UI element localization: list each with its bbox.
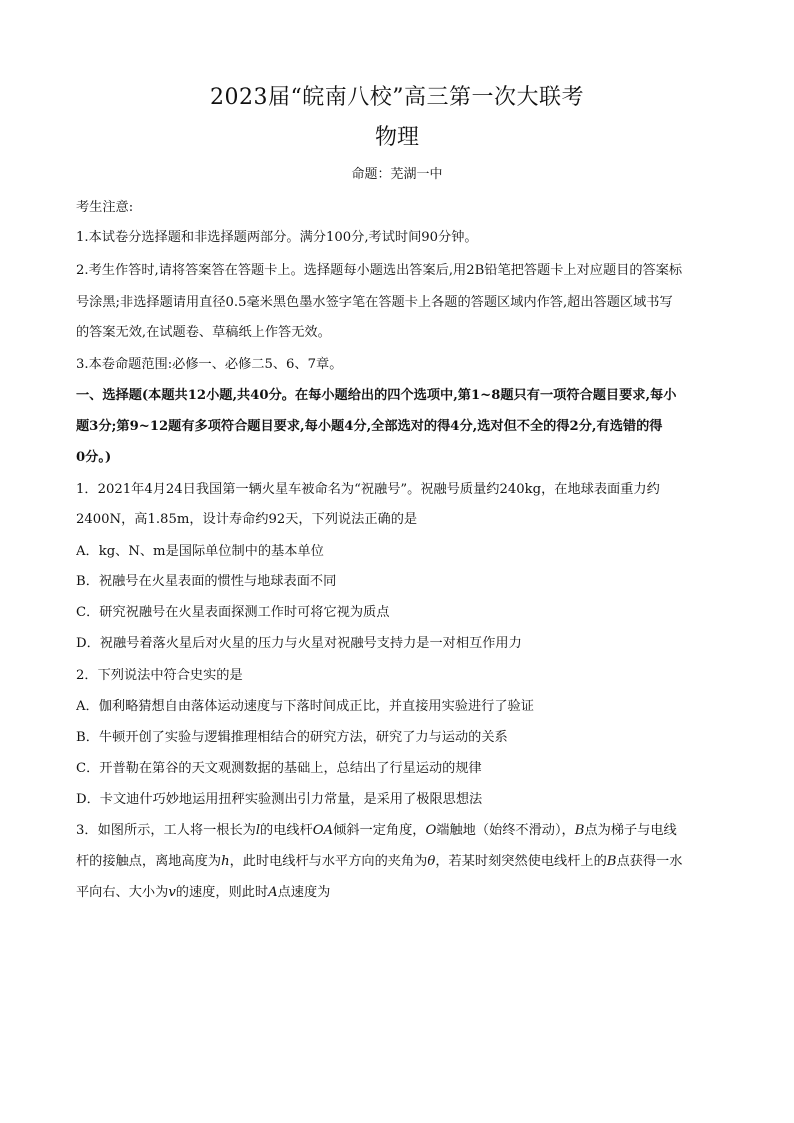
q3-text: 的速度，则此时 — [175, 885, 269, 900]
q3-var-b: B — [606, 854, 617, 869]
author-line: 命题：芜湖一中 — [351, 167, 443, 182]
q1-option-d: D．祝融号着落火星后对火星的压力与火星对祝融号支持力是一对相互作用力 — [76, 636, 522, 651]
section-instructions-line-1: 一、选择题(本题共12小题,共40分。在每小题给出的四个选项中,第1~8题只有一项符合题目要求,每小 — [76, 388, 677, 403]
q3-stem-line-3 — [76, 884, 726, 902]
q3-var-theta: θ — [427, 854, 436, 869]
notice-item-2-line-2: 号涂黑;非选择题请用直径0.5毫米黑色墨水签字笔在答题卡上各题的答题区域内作答,超出答题区域书写 — [76, 295, 673, 310]
q3-var-l: l — [255, 823, 261, 838]
q3-stem-line-2 — [76, 853, 726, 871]
notice-item-1: 1.本试卷分选择题和非选择题两部分。满分100分,考试时间90分钟。 — [76, 230, 478, 245]
q3-text: ，此时电线杆与水平方向的夹角为 — [229, 854, 428, 869]
q3-text: 端触地（始终不滑动）， — [436, 823, 575, 838]
q3-text: 点速度为 — [277, 885, 331, 900]
q3-text: 3．如图所示，工人将一根长为 — [76, 823, 256, 838]
q1-option-c: C．研究祝融号在火星表面探测工作时可将它视为质点 — [76, 605, 390, 620]
q3-text: 倾斜一定角度， — [333, 823, 426, 838]
q3-var-oa: OA — [312, 823, 334, 838]
q3-var-h: h — [221, 854, 230, 869]
q3-var-v: v — [168, 885, 176, 900]
q3-text: 杆的接触点，离地高度为 — [76, 854, 222, 869]
q3-var-b: B — [574, 823, 585, 838]
notice-item-2-line-3: 的答案无效,在试题卷、草稿纸上作答无效。 — [76, 325, 331, 340]
q2-option-a: A．伽利略猜想自由落体运动速度与下落时间成正比，并直接用实验进行了验证 — [76, 699, 534, 714]
q3-var-a: A — [268, 885, 278, 900]
notice-heading: 考生注意: — [76, 200, 134, 215]
notice-item-2-line-1: 2.考生作答时,请将答案答在答题卡上。选择题每小题选出答案后,用2B铅笔把答题卡上对应题目的答案标 — [76, 263, 683, 278]
notice-item-3: 3.本卷命题范围:必修一、必修二5、6、7章。 — [76, 357, 343, 372]
q3-text: 点为梯子与电线 — [584, 823, 677, 838]
q1-stem-line-2: 2400N，高1.85m，设计寿命约92天，下列说法正确的是 — [76, 512, 418, 527]
q3-text: 点获得一水 — [616, 854, 683, 869]
q3-text: 的电线杆 — [260, 823, 313, 838]
subject-title: 物理 — [374, 125, 419, 150]
q1-stem-line-1: 1．2021年4月24日我国第一辆火星车被命名为“祝融号”。祝融号质量约240kg，在地球表面重力约 — [76, 482, 660, 497]
q3-text: ，若某时刻突然使电线杆上的 — [435, 854, 607, 869]
exam-title: 2023届“皖南八校”高三第一次大联考 — [210, 85, 584, 110]
q1-option-b: B．祝融号在火星表面的惯性与地球表面不同 — [76, 574, 337, 589]
q2-option-b: B．牛顿开创了实验与逻辑推理相结合的研究方法，研究了力与运动的关系 — [76, 730, 508, 745]
q3-stem-line-1 — [76, 822, 726, 840]
q3-var-o: O — [425, 823, 437, 838]
section-instructions-line-3: 0分。) — [76, 450, 112, 465]
q1-option-a: A．kg、N、m是国际单位制中的基本单位 — [76, 544, 324, 559]
q2-stem: 2．下列说法中符合史实的是 — [76, 668, 243, 683]
q2-option-c: C．开普勒在第谷的天文观测数据的基础上，总结出了行星运动的规律 — [76, 761, 482, 776]
section-instructions-line-2: 题3分;第9~12题有多项符合题目要求,每小题4分,全部选对的得4分,选对但不全的得2分,有选错的得 — [76, 419, 663, 434]
q3-text: 平向右、大小为 — [76, 885, 169, 900]
q2-option-d: D．卡文迪什巧妙地运用扭秤实验测出引力常量，是采用了极限思想法 — [76, 792, 483, 807]
